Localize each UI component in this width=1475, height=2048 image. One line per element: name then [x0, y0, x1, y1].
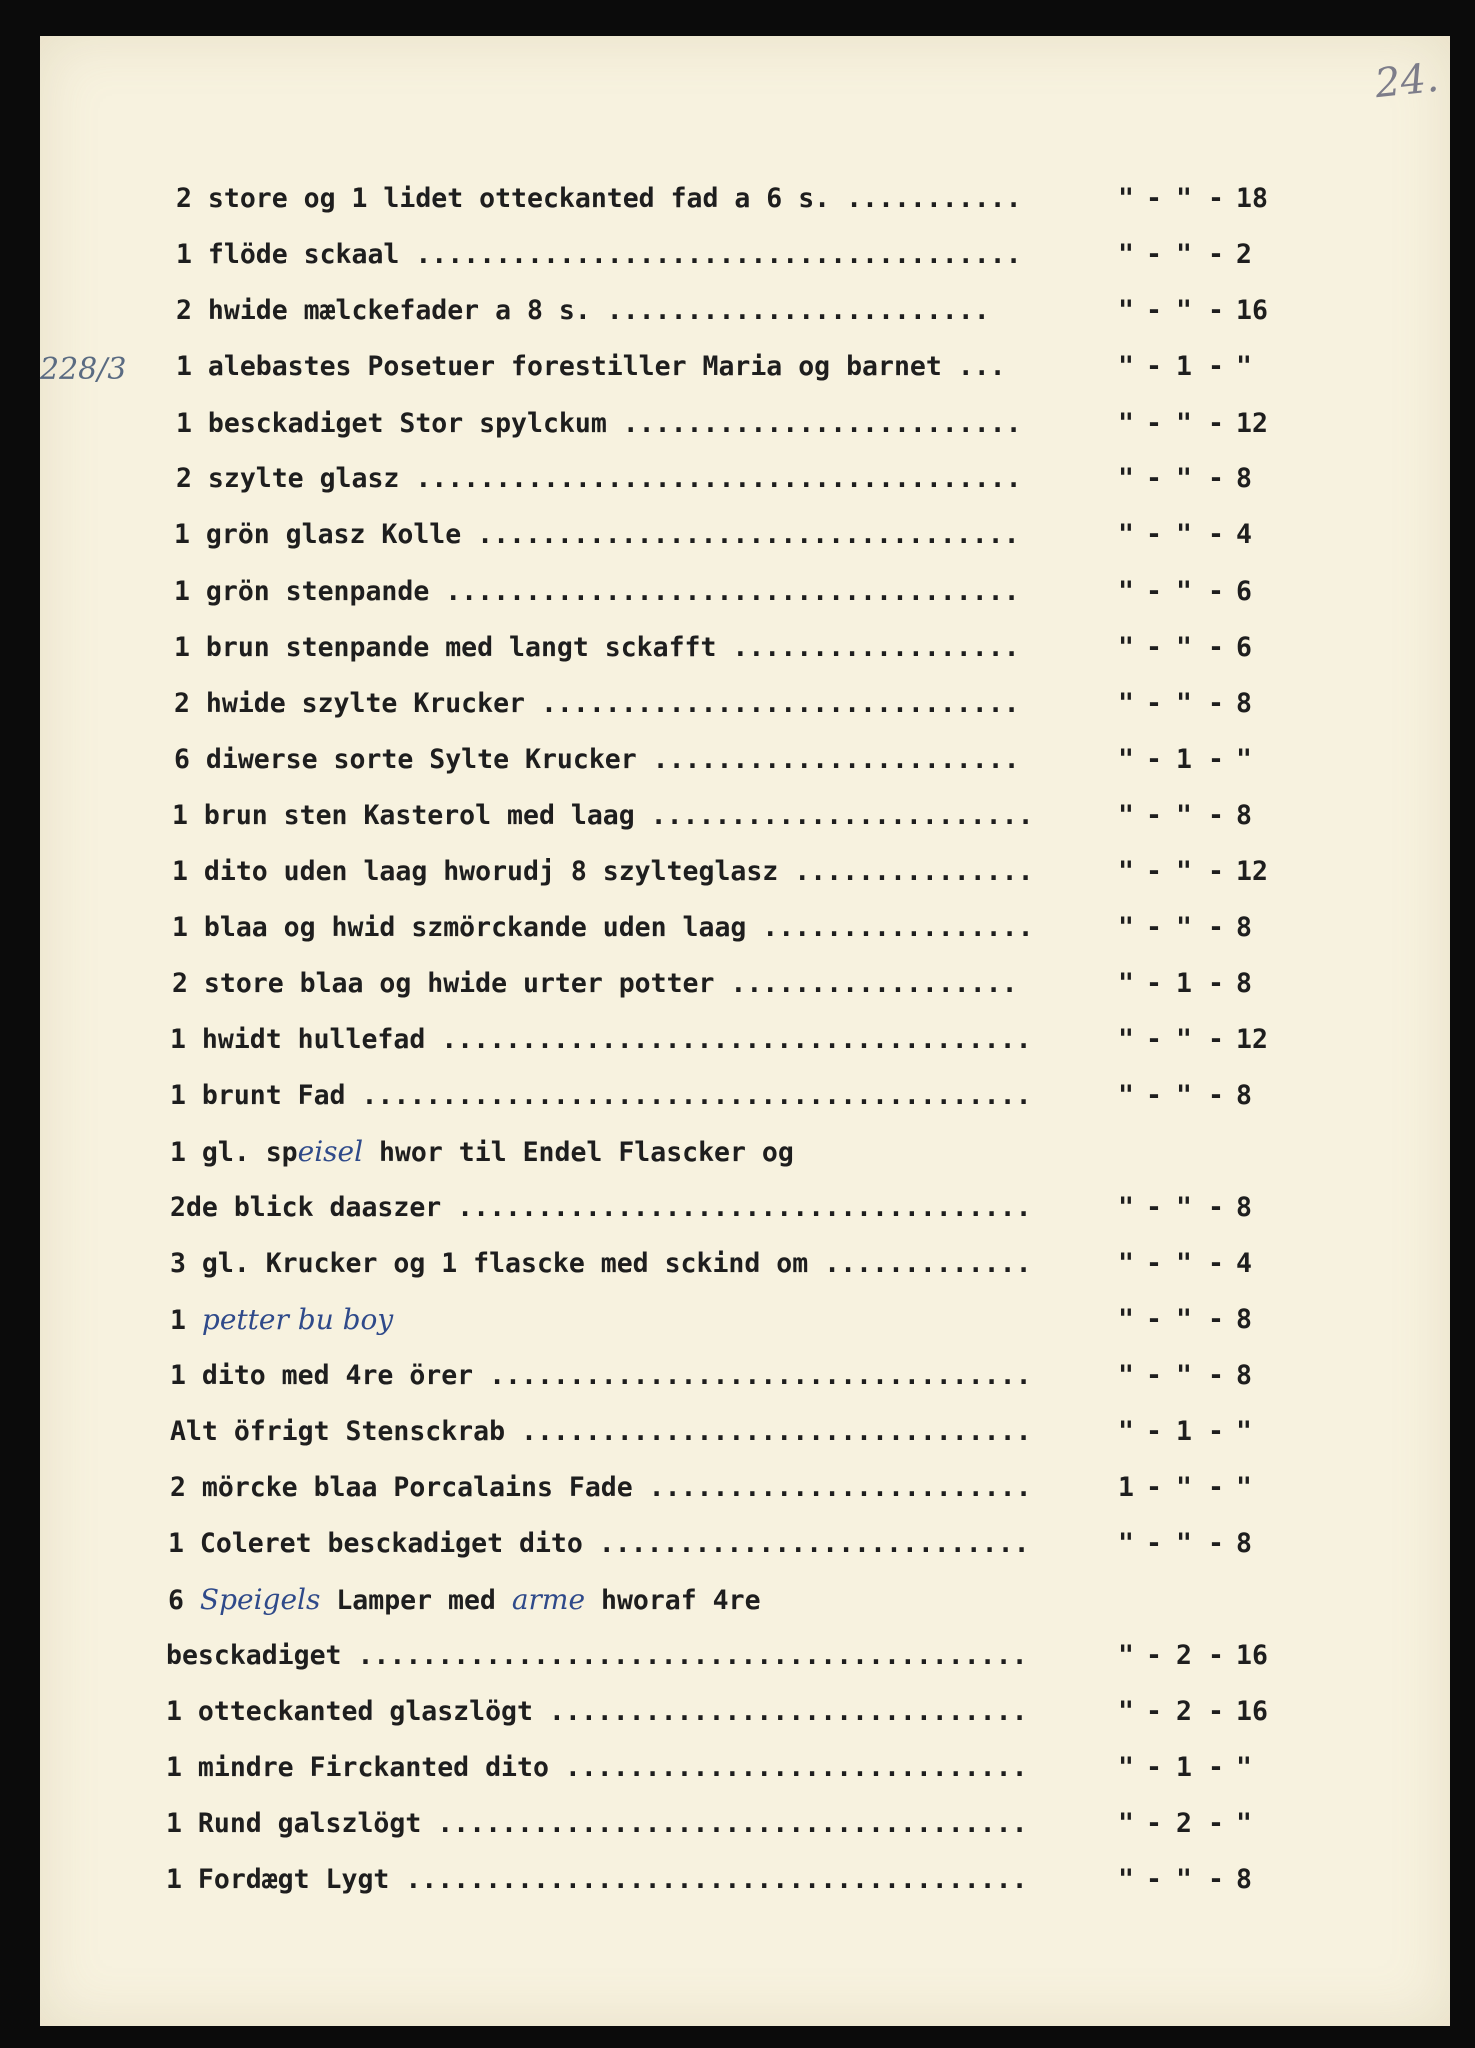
item-description — [166, 1800, 1028, 1848]
amount-sep: - — [1146, 1752, 1162, 1783]
item-description — [174, 736, 1020, 784]
amount-sep: - — [1208, 744, 1224, 775]
amount-sep: - — [1146, 239, 1162, 270]
amount-sep: - — [1208, 1192, 1224, 1223]
amount-rd: " — [1118, 1808, 1134, 1839]
amount-sep: - — [1208, 1864, 1224, 1895]
item-text: 1 blaa og hwid szmörckande uden laag ................. — [172, 912, 1034, 943]
item-text: 2 mörcke blaa Porcalains Fade ........................ — [170, 1472, 1032, 1503]
amount-sep: - — [1146, 1080, 1162, 1111]
amount-rd: " — [1118, 912, 1134, 943]
item-text: 1 hwidt hullefad ..................................... — [170, 1024, 1032, 1055]
amount-sep: - — [1208, 351, 1224, 382]
amount-sk: 8 — [1236, 688, 1252, 719]
list-item — [176, 175, 1310, 223]
amount-mk: 1 — [1176, 744, 1192, 775]
amount-sep: - — [1208, 968, 1224, 999]
amount-rd: " — [1118, 519, 1134, 550]
list-item — [176, 455, 1310, 503]
item-text: Lamper med — [320, 1585, 512, 1616]
amount-rd: " — [1118, 1640, 1134, 1671]
amount-sep: - — [1146, 688, 1162, 719]
amount-rd: " — [1118, 1752, 1134, 1783]
list-item — [172, 960, 1310, 1008]
amount-sk: 16 — [1236, 295, 1268, 326]
list-item — [170, 1408, 1310, 1456]
amount-sk: 16 — [1236, 1640, 1268, 1671]
amount-sep: - — [1146, 1192, 1162, 1223]
list-item — [166, 1800, 1310, 1848]
amount-mk: " — [1176, 856, 1192, 887]
item-text: 2 store og 1 lidet otteckanted fad a 6 s. ........... — [176, 183, 1022, 214]
amount-mk: " — [1176, 519, 1192, 550]
item-text: 1 alebastes Posetuer forestiller Maria og barnet ... — [176, 351, 1006, 382]
amount-sk: " — [1236, 1752, 1252, 1783]
amount-sep: - — [1208, 239, 1224, 270]
amount-rd: " — [1118, 1192, 1134, 1223]
item-description — [170, 1072, 1032, 1120]
amount-rd: " — [1118, 1416, 1134, 1447]
amount-mk: " — [1176, 183, 1192, 214]
handwritten-insertion: arme — [511, 1583, 586, 1616]
amount-sep: - — [1146, 1416, 1162, 1447]
amount-rd: " — [1118, 295, 1134, 326]
amount-sep: - — [1146, 463, 1162, 494]
item-text: hwor til Endel Flascker og — [363, 1137, 794, 1168]
amount-sk: 8 — [1236, 1528, 1252, 1559]
amount-sep: - — [1208, 183, 1224, 214]
amount-sep: - — [1208, 1472, 1224, 1503]
amount-sep: - — [1208, 632, 1224, 663]
amount-rd: " — [1118, 632, 1134, 663]
amount-sep: - — [1146, 1304, 1162, 1335]
item-text: 1 — [170, 1305, 202, 1336]
list-item — [166, 1856, 1310, 1904]
item-description — [170, 1240, 1032, 1288]
item-text: 1 mindre Firckanted dito ............................. — [166, 1752, 1028, 1783]
item-text: 1 besckadiget Stor spylckum ......................... — [176, 408, 1022, 439]
amount-rd: " — [1118, 408, 1134, 439]
item-description — [172, 960, 1018, 1008]
item-description — [168, 1576, 761, 1625]
amount-mk: 2 — [1176, 1808, 1192, 1839]
item-text: 6 diwerse sorte Sylte Krucker ....................... — [174, 744, 1020, 775]
page-number: 24. — [1372, 54, 1441, 108]
item-text: 2 store blaa og hwide urter potter .................. — [172, 968, 1018, 999]
amount-mk: " — [1176, 1360, 1192, 1391]
item-description — [170, 1016, 1032, 1064]
amount-mk: " — [1176, 239, 1192, 270]
item-description — [166, 1632, 1028, 1680]
item-description — [170, 1464, 1032, 1512]
amount-sep: - — [1208, 912, 1224, 943]
list-item — [176, 400, 1310, 448]
list-item — [166, 1632, 1310, 1680]
item-description — [174, 568, 1020, 616]
amount-rd: " — [1118, 856, 1134, 887]
list-item — [172, 792, 1310, 840]
handwritten-insertion: petter bu boy — [201, 1303, 394, 1336]
amount-sk: 4 — [1236, 1248, 1252, 1279]
amount-sep: - — [1208, 408, 1224, 439]
amount-sk: 2 — [1236, 239, 1252, 270]
item-description — [170, 1352, 1032, 1400]
amount-sep: - — [1208, 1752, 1224, 1783]
item-text: 1 Fordægt Lygt ....................................... — [166, 1864, 1028, 1895]
amount-rd: " — [1118, 1024, 1134, 1055]
amount-sk: 18 — [1236, 183, 1268, 214]
amount-sk: 8 — [1236, 1360, 1252, 1391]
amount-rd: " — [1118, 576, 1134, 607]
amount-sep: - — [1146, 351, 1162, 382]
amount-sep: - — [1208, 1360, 1224, 1391]
item-description — [172, 848, 1034, 896]
item-description — [170, 1128, 794, 1177]
amount-sep: - — [1208, 688, 1224, 719]
amount-sep: - — [1146, 632, 1162, 663]
item-description — [166, 1688, 1028, 1736]
amount-rd: " — [1118, 463, 1134, 494]
list-item — [170, 1464, 1310, 1512]
amount-sk: 8 — [1236, 800, 1252, 831]
amount-sep: - — [1146, 1472, 1162, 1503]
item-description — [170, 1296, 393, 1345]
amount-sk: 8 — [1236, 1864, 1252, 1895]
amount-sep: - — [1208, 519, 1224, 550]
amount-mk: " — [1176, 912, 1192, 943]
amount-rd: " — [1118, 351, 1134, 382]
item-description — [170, 1184, 1032, 1232]
amount-sep: - — [1208, 1696, 1224, 1727]
amount-sk: " — [1236, 1472, 1252, 1503]
amount-sk: 4 — [1236, 519, 1252, 550]
amount-rd: 1 — [1118, 1472, 1134, 1503]
amount-sep: - — [1208, 1248, 1224, 1279]
amount-sep: - — [1146, 519, 1162, 550]
amount-sk: 8 — [1236, 1080, 1252, 1111]
item-text: 2 hwide mælckefader a 8 s. ........................ — [176, 295, 990, 326]
amount-sk: 8 — [1236, 1192, 1252, 1223]
list-item — [174, 511, 1310, 559]
amount-sep: - — [1146, 744, 1162, 775]
item-description — [174, 624, 1020, 672]
list-item — [168, 1520, 1310, 1568]
amount-sk: 16 — [1236, 1696, 1268, 1727]
list-item — [170, 1296, 1310, 1344]
amount-sk: " — [1236, 351, 1252, 382]
amount-sep: - — [1146, 912, 1162, 943]
amount-mk: 2 — [1176, 1640, 1192, 1671]
item-text: hworaf 4re — [585, 1585, 761, 1616]
item-text: 2 szylte glasz ...................................... — [176, 463, 1022, 494]
amount-sep: - — [1208, 463, 1224, 494]
amount-rd: " — [1118, 239, 1134, 270]
amount-rd: " — [1118, 183, 1134, 214]
item-description — [168, 1520, 1030, 1568]
amount-sep: - — [1208, 576, 1224, 607]
amount-rd: " — [1118, 1696, 1134, 1727]
amount-sk: 8 — [1236, 912, 1252, 943]
amount-mk: " — [1176, 463, 1192, 494]
amount-mk: 1 — [1176, 968, 1192, 999]
amount-mk: " — [1176, 408, 1192, 439]
amount-sep: - — [1146, 1696, 1162, 1727]
amount-mk: " — [1176, 1472, 1192, 1503]
item-description — [172, 904, 1034, 952]
amount-sk: 12 — [1236, 408, 1268, 439]
amount-rd: " — [1118, 1304, 1134, 1335]
amount-sep: - — [1208, 1640, 1224, 1671]
item-text: 1 grön stenpande .................................... — [174, 576, 1020, 607]
amount-rd: " — [1118, 1864, 1134, 1895]
item-text: 2 hwide szylte Krucker .............................. — [174, 688, 1020, 719]
amount-mk: " — [1176, 688, 1192, 719]
amount-sep: - — [1146, 183, 1162, 214]
amount-sep: - — [1208, 1528, 1224, 1559]
list-item — [176, 231, 1310, 279]
item-text: 1 gl. sp — [170, 1137, 298, 1168]
handwritten-insertion: eisel — [297, 1135, 364, 1168]
amount-sep: - — [1146, 295, 1162, 326]
amount-rd: " — [1118, 1360, 1134, 1391]
list-item — [172, 848, 1310, 896]
item-text: 1 brun stenpande med langt sckafft .................. — [174, 632, 1020, 663]
amount-sep: - — [1146, 1528, 1162, 1559]
amount-mk: " — [1176, 1080, 1192, 1111]
item-description — [166, 1744, 1028, 1792]
list-item — [174, 680, 1310, 728]
list-item — [176, 287, 1310, 335]
amount-mk: " — [1176, 295, 1192, 326]
amount-rd: " — [1118, 688, 1134, 719]
list-item — [170, 1072, 1310, 1120]
amount-sep: - — [1146, 1248, 1162, 1279]
list-item — [170, 1128, 1310, 1176]
amount-sep: - — [1146, 1360, 1162, 1391]
list-item — [174, 736, 1310, 784]
amount-sep: - — [1146, 800, 1162, 831]
amount-mk: 1 — [1176, 1752, 1192, 1783]
amount-mk: " — [1176, 1864, 1192, 1895]
amount-sk: " — [1236, 1808, 1252, 1839]
item-description — [176, 343, 1006, 391]
item-text: 1 Rund galszlögt ..................................... — [166, 1808, 1028, 1839]
item-description — [176, 400, 1022, 448]
item-description — [176, 231, 1022, 279]
amount-mk: " — [1176, 800, 1192, 831]
list-item — [168, 1576, 1310, 1624]
item-description — [176, 175, 1022, 223]
amount-mk: " — [1176, 1024, 1192, 1055]
list-item — [170, 1184, 1310, 1232]
item-description — [172, 792, 1034, 840]
amount-sep: - — [1146, 1640, 1162, 1671]
amount-sep: - — [1208, 800, 1224, 831]
amount-mk: 1 — [1176, 351, 1192, 382]
amount-mk: 1 — [1176, 1416, 1192, 1447]
item-description — [174, 680, 1020, 728]
amount-sep: - — [1146, 408, 1162, 439]
amount-sep: - — [1208, 1080, 1224, 1111]
amount-mk: 2 — [1176, 1696, 1192, 1727]
amount-sep: - — [1208, 1808, 1224, 1839]
amount-sep: - — [1146, 1808, 1162, 1839]
amount-sk: " — [1236, 744, 1252, 775]
item-text: 1 Coleret besckadiget dito ........................... — [168, 1528, 1030, 1559]
amount-sk: 8 — [1236, 463, 1252, 494]
amount-mk: " — [1176, 576, 1192, 607]
item-text: 3 gl. Krucker og 1 flascke med sckind om ............. — [170, 1248, 1032, 1279]
amount-mk: " — [1176, 1528, 1192, 1559]
amount-rd: " — [1118, 744, 1134, 775]
item-description — [176, 455, 1022, 503]
item-text: 2de blick daaszer .................................... — [170, 1192, 1032, 1223]
amount-sk: 6 — [1236, 632, 1252, 663]
amount-sep: - — [1146, 856, 1162, 887]
amount-sep: - — [1208, 1416, 1224, 1447]
handwritten-insertion: Speigels — [199, 1583, 321, 1616]
amount-sep: - — [1146, 968, 1162, 999]
amount-mk: " — [1176, 1304, 1192, 1335]
item-description — [166, 1856, 1028, 1904]
item-text: 1 grön glasz Kolle .................................. — [174, 519, 1020, 550]
amount-rd: " — [1118, 1080, 1134, 1111]
amount-mk: " — [1176, 1192, 1192, 1223]
amount-sep: - — [1146, 1864, 1162, 1895]
list-item — [166, 1688, 1310, 1736]
amount-sk: 12 — [1236, 1024, 1268, 1055]
list-item — [166, 1744, 1310, 1792]
list-item — [170, 1352, 1310, 1400]
margin-note: 228/3 — [40, 352, 127, 387]
list-item — [172, 904, 1310, 952]
item-text: 1 brun sten Kasterol med laag ........................ — [172, 800, 1034, 831]
item-description — [174, 511, 1020, 559]
item-text: 1 otteckanted glaszlögt .............................. — [166, 1696, 1028, 1727]
item-text: 1 brunt Fad .......................................... — [170, 1080, 1032, 1111]
amount-sk: 12 — [1236, 856, 1268, 887]
amount-rd: " — [1118, 1528, 1134, 1559]
amount-sep: - — [1208, 856, 1224, 887]
amount-sep: - — [1146, 576, 1162, 607]
item-text: 1 dito med 4re örer .................................. — [170, 1360, 1032, 1391]
amount-rd: " — [1118, 968, 1134, 999]
item-text: 1 flöde sckaal ...................................... — [176, 239, 1022, 270]
amount-sep: - — [1208, 1304, 1224, 1335]
item-description — [170, 1408, 1032, 1456]
amount-rd: " — [1118, 1248, 1134, 1279]
list-item — [174, 624, 1310, 672]
amount-sep: - — [1146, 1024, 1162, 1055]
item-text: Alt öfrigt Stensckrab ................................ — [170, 1416, 1032, 1447]
item-text: 6 — [168, 1585, 200, 1616]
amount-sep: - — [1208, 1024, 1224, 1055]
amount-rd: " — [1118, 800, 1134, 831]
item-description — [176, 287, 990, 335]
item-text: 1 dito uden laag hworudj 8 szylteglasz ............... — [172, 856, 1034, 887]
list-item — [176, 343, 1310, 391]
list-item — [170, 1240, 1310, 1288]
amount-sk: 6 — [1236, 576, 1252, 607]
amount-sk: 8 — [1236, 968, 1252, 999]
list-item — [174, 568, 1310, 616]
amount-sep: - — [1208, 295, 1224, 326]
item-text: besckadiget .......................................... — [166, 1640, 1028, 1671]
amount-mk: " — [1176, 632, 1192, 663]
amount-sk: " — [1236, 1416, 1252, 1447]
amount-sk: 8 — [1236, 1304, 1252, 1335]
list-item — [170, 1016, 1310, 1064]
amount-mk: " — [1176, 1248, 1192, 1279]
